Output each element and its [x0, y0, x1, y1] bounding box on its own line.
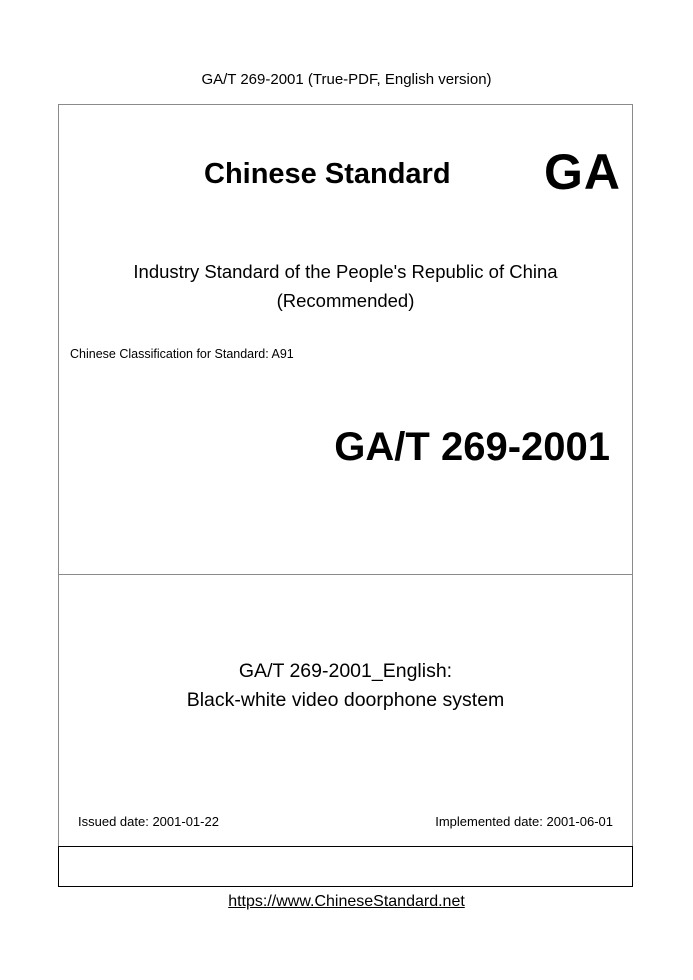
- cover-bottom-bar: [58, 846, 633, 887]
- document-header: GA/T 269-2001 (True-PDF, English version): [201, 71, 492, 88]
- cover-top-panel: [58, 104, 633, 575]
- document-title-line-2: Black-white video doorphone system: [186, 689, 505, 711]
- website-link[interactable]: https://www.ChineseStandard.net: [228, 893, 465, 910]
- cover-title-panel: [58, 575, 633, 847]
- industry-standard-text: [59, 257, 632, 315]
- document-title: [59, 657, 632, 715]
- document-title-line-1: GA/T 269-2001_English:: [238, 660, 453, 682]
- issued-date: Issued date: 2001-01-22: [78, 814, 219, 829]
- implemented-date: Implemented date: 2001-06-01: [435, 814, 613, 829]
- industry-line-2: (Recommended): [276, 290, 415, 311]
- classification-text: Chinese Classification for Standard: A91: [70, 347, 294, 361]
- standard-number: GA/T 269-2001: [334, 425, 610, 469]
- industry-line-1: Industry Standard of the People's Republic of China: [133, 261, 558, 282]
- standard-code-prefix: GA: [544, 144, 621, 200]
- standard-type-title: Chinese Standard: [204, 158, 451, 190]
